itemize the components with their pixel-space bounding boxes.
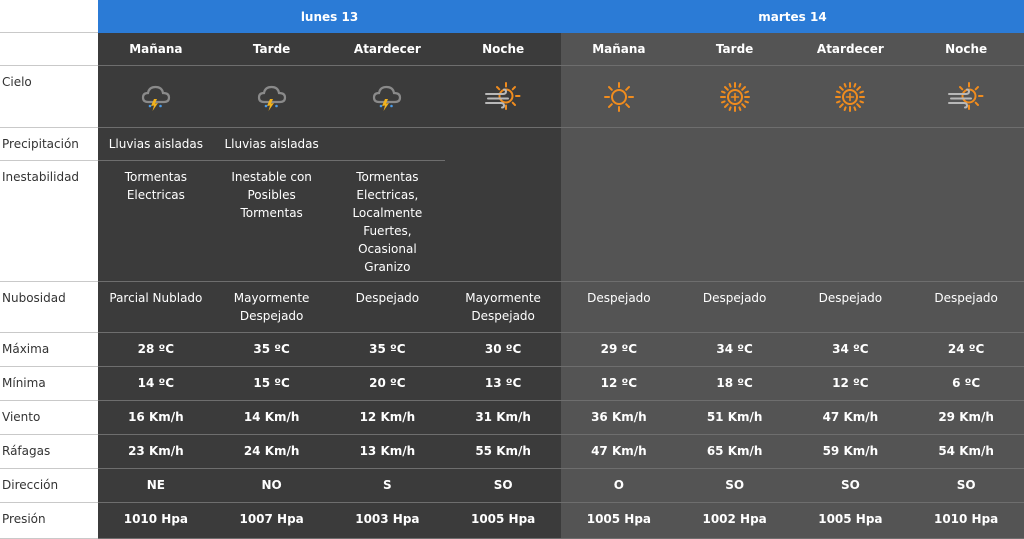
viento-value: 12 Km/h xyxy=(330,401,446,435)
presion-value: 1002 Hpa xyxy=(677,503,793,539)
minima-value: 12 ºC xyxy=(793,367,909,401)
rafagas-value: 65 Km/h xyxy=(677,435,793,469)
maxima-value: 24 ºC xyxy=(908,333,1024,367)
corner-blank xyxy=(0,0,98,33)
presion-value: 1010 Hpa xyxy=(908,503,1024,539)
period-blank xyxy=(0,33,98,66)
rafagas-value: 59 Km/h xyxy=(793,435,909,469)
direccion-value: S xyxy=(330,469,446,503)
presion-value: 1010 Hpa xyxy=(98,503,214,539)
row-label-minima: Mínima xyxy=(0,367,98,401)
viento-value: 31 Km/h xyxy=(445,401,561,435)
sun-icon xyxy=(561,66,677,128)
inestabilidad-value: Tormentas Electricas xyxy=(98,161,214,282)
nubosidad-value: Despejado xyxy=(561,282,677,333)
row-label-inestabilidad: Inestabilidad xyxy=(0,161,98,282)
row-label-viento: Viento xyxy=(0,401,98,435)
presion-value: 1005 Hpa xyxy=(445,503,561,539)
period-label: Tarde xyxy=(677,33,793,66)
hot-sun-icon xyxy=(677,66,793,128)
precipitacion-value: Lluvias aisladas xyxy=(214,128,330,161)
precipitacion-value xyxy=(908,128,1024,161)
presion-value: 1005 Hpa xyxy=(561,503,677,539)
inestabilidad-value xyxy=(908,161,1024,282)
direccion-value: NO xyxy=(214,469,330,503)
row-label-maxima: Máxima xyxy=(0,333,98,367)
maxima-value: 35 ºC xyxy=(214,333,330,367)
precipitacion-value xyxy=(561,128,677,161)
inestabilidad-value xyxy=(793,161,909,282)
presion-value: 1007 Hpa xyxy=(214,503,330,539)
row-label-precipitacion: Precipitación xyxy=(0,128,98,161)
minima-value: 12 ºC xyxy=(561,367,677,401)
maxima-value: 34 ºC xyxy=(677,333,793,367)
minima-value: 13 ºC xyxy=(445,367,561,401)
rafagas-value: 13 Km/h xyxy=(330,435,446,469)
precipitacion-value: Lluvias aisladas xyxy=(98,128,214,161)
row-label-nubosidad: Nubosidad xyxy=(0,282,98,333)
direccion-value: NE xyxy=(98,469,214,503)
period-label: Atardecer xyxy=(793,33,909,66)
row-label-rafagas: Ráfagas xyxy=(0,435,98,469)
viento-value: 14 Km/h xyxy=(214,401,330,435)
period-label: Tarde xyxy=(214,33,330,66)
direccion-value: O xyxy=(561,469,677,503)
minima-value: 18 ºC xyxy=(677,367,793,401)
direccion-value: SO xyxy=(445,469,561,503)
storm-cloud-icon xyxy=(98,66,214,128)
nubosidad-value: Despejado xyxy=(793,282,909,333)
rafagas-value: 54 Km/h xyxy=(908,435,1024,469)
nubosidad-value: Despejado xyxy=(908,282,1024,333)
direccion-value: SO xyxy=(908,469,1024,503)
nubosidad-value: Mayormente Despejado xyxy=(214,282,330,333)
maxima-value: 28 ºC xyxy=(98,333,214,367)
hot-sun-icon xyxy=(793,66,909,128)
period-label: Mañana xyxy=(98,33,214,66)
minima-value: 6 ºC xyxy=(908,367,1024,401)
rafagas-value: 23 Km/h xyxy=(98,435,214,469)
viento-value: 47 Km/h xyxy=(793,401,909,435)
viento-value: 36 Km/h xyxy=(561,401,677,435)
precipitacion-value xyxy=(677,128,793,161)
period-label: Noche xyxy=(908,33,1024,66)
nubosidad-value: Mayormente Despejado xyxy=(445,282,561,333)
precipitacion-value xyxy=(793,128,909,161)
viento-value: 29 Km/h xyxy=(908,401,1024,435)
minima-value: 15 ºC xyxy=(214,367,330,401)
row-label-presion: Presión xyxy=(0,503,98,539)
inestabilidad-value: Tormentas Electricas, Localmente Fuertes, Ocasional Granizo xyxy=(330,161,446,282)
storm-cloud-icon xyxy=(214,66,330,128)
minima-value: 20 ºC xyxy=(330,367,446,401)
maxima-value: 34 ºC xyxy=(793,333,909,367)
presion-value: 1003 Hpa xyxy=(330,503,446,539)
nubosidad-value: Parcial Nublado xyxy=(98,282,214,333)
nubosidad-value: Despejado xyxy=(330,282,446,333)
day-header-2: martes 14 xyxy=(561,0,1024,33)
maxima-value: 35 ºC xyxy=(330,333,446,367)
rafagas-value: 24 Km/h xyxy=(214,435,330,469)
direccion-value: SO xyxy=(793,469,909,503)
minima-value: 14 ºC xyxy=(98,367,214,401)
viento-value: 51 Km/h xyxy=(677,401,793,435)
maxima-value: 30 ºC xyxy=(445,333,561,367)
day-header-1: lunes 13 xyxy=(98,0,561,33)
period-label: Noche xyxy=(445,33,561,66)
direccion-value: SO xyxy=(677,469,793,503)
presion-value: 1005 Hpa xyxy=(793,503,909,539)
period-label: Atardecer xyxy=(330,33,446,66)
row-label-direccion: Dirección xyxy=(0,469,98,503)
viento-value: 16 Km/h xyxy=(98,401,214,435)
maxima-value: 29 ºC xyxy=(561,333,677,367)
storm-cloud-icon xyxy=(330,66,446,128)
windy-sun-icon xyxy=(445,66,561,128)
precipitacion-value xyxy=(445,128,561,161)
rafagas-value: 47 Km/h xyxy=(561,435,677,469)
nubosidad-value: Despejado xyxy=(677,282,793,333)
windy-sun-icon xyxy=(908,66,1024,128)
inestabilidad-value xyxy=(561,161,677,282)
rafagas-value: 55 Km/h xyxy=(445,435,561,469)
inestabilidad-value xyxy=(445,161,561,282)
period-label: Mañana xyxy=(561,33,677,66)
inestabilidad-value: Inestable con Posibles Tormentas xyxy=(214,161,330,282)
inestabilidad-value xyxy=(677,161,793,282)
precipitacion-value xyxy=(330,128,446,161)
row-label-cielo: Cielo xyxy=(0,66,98,128)
